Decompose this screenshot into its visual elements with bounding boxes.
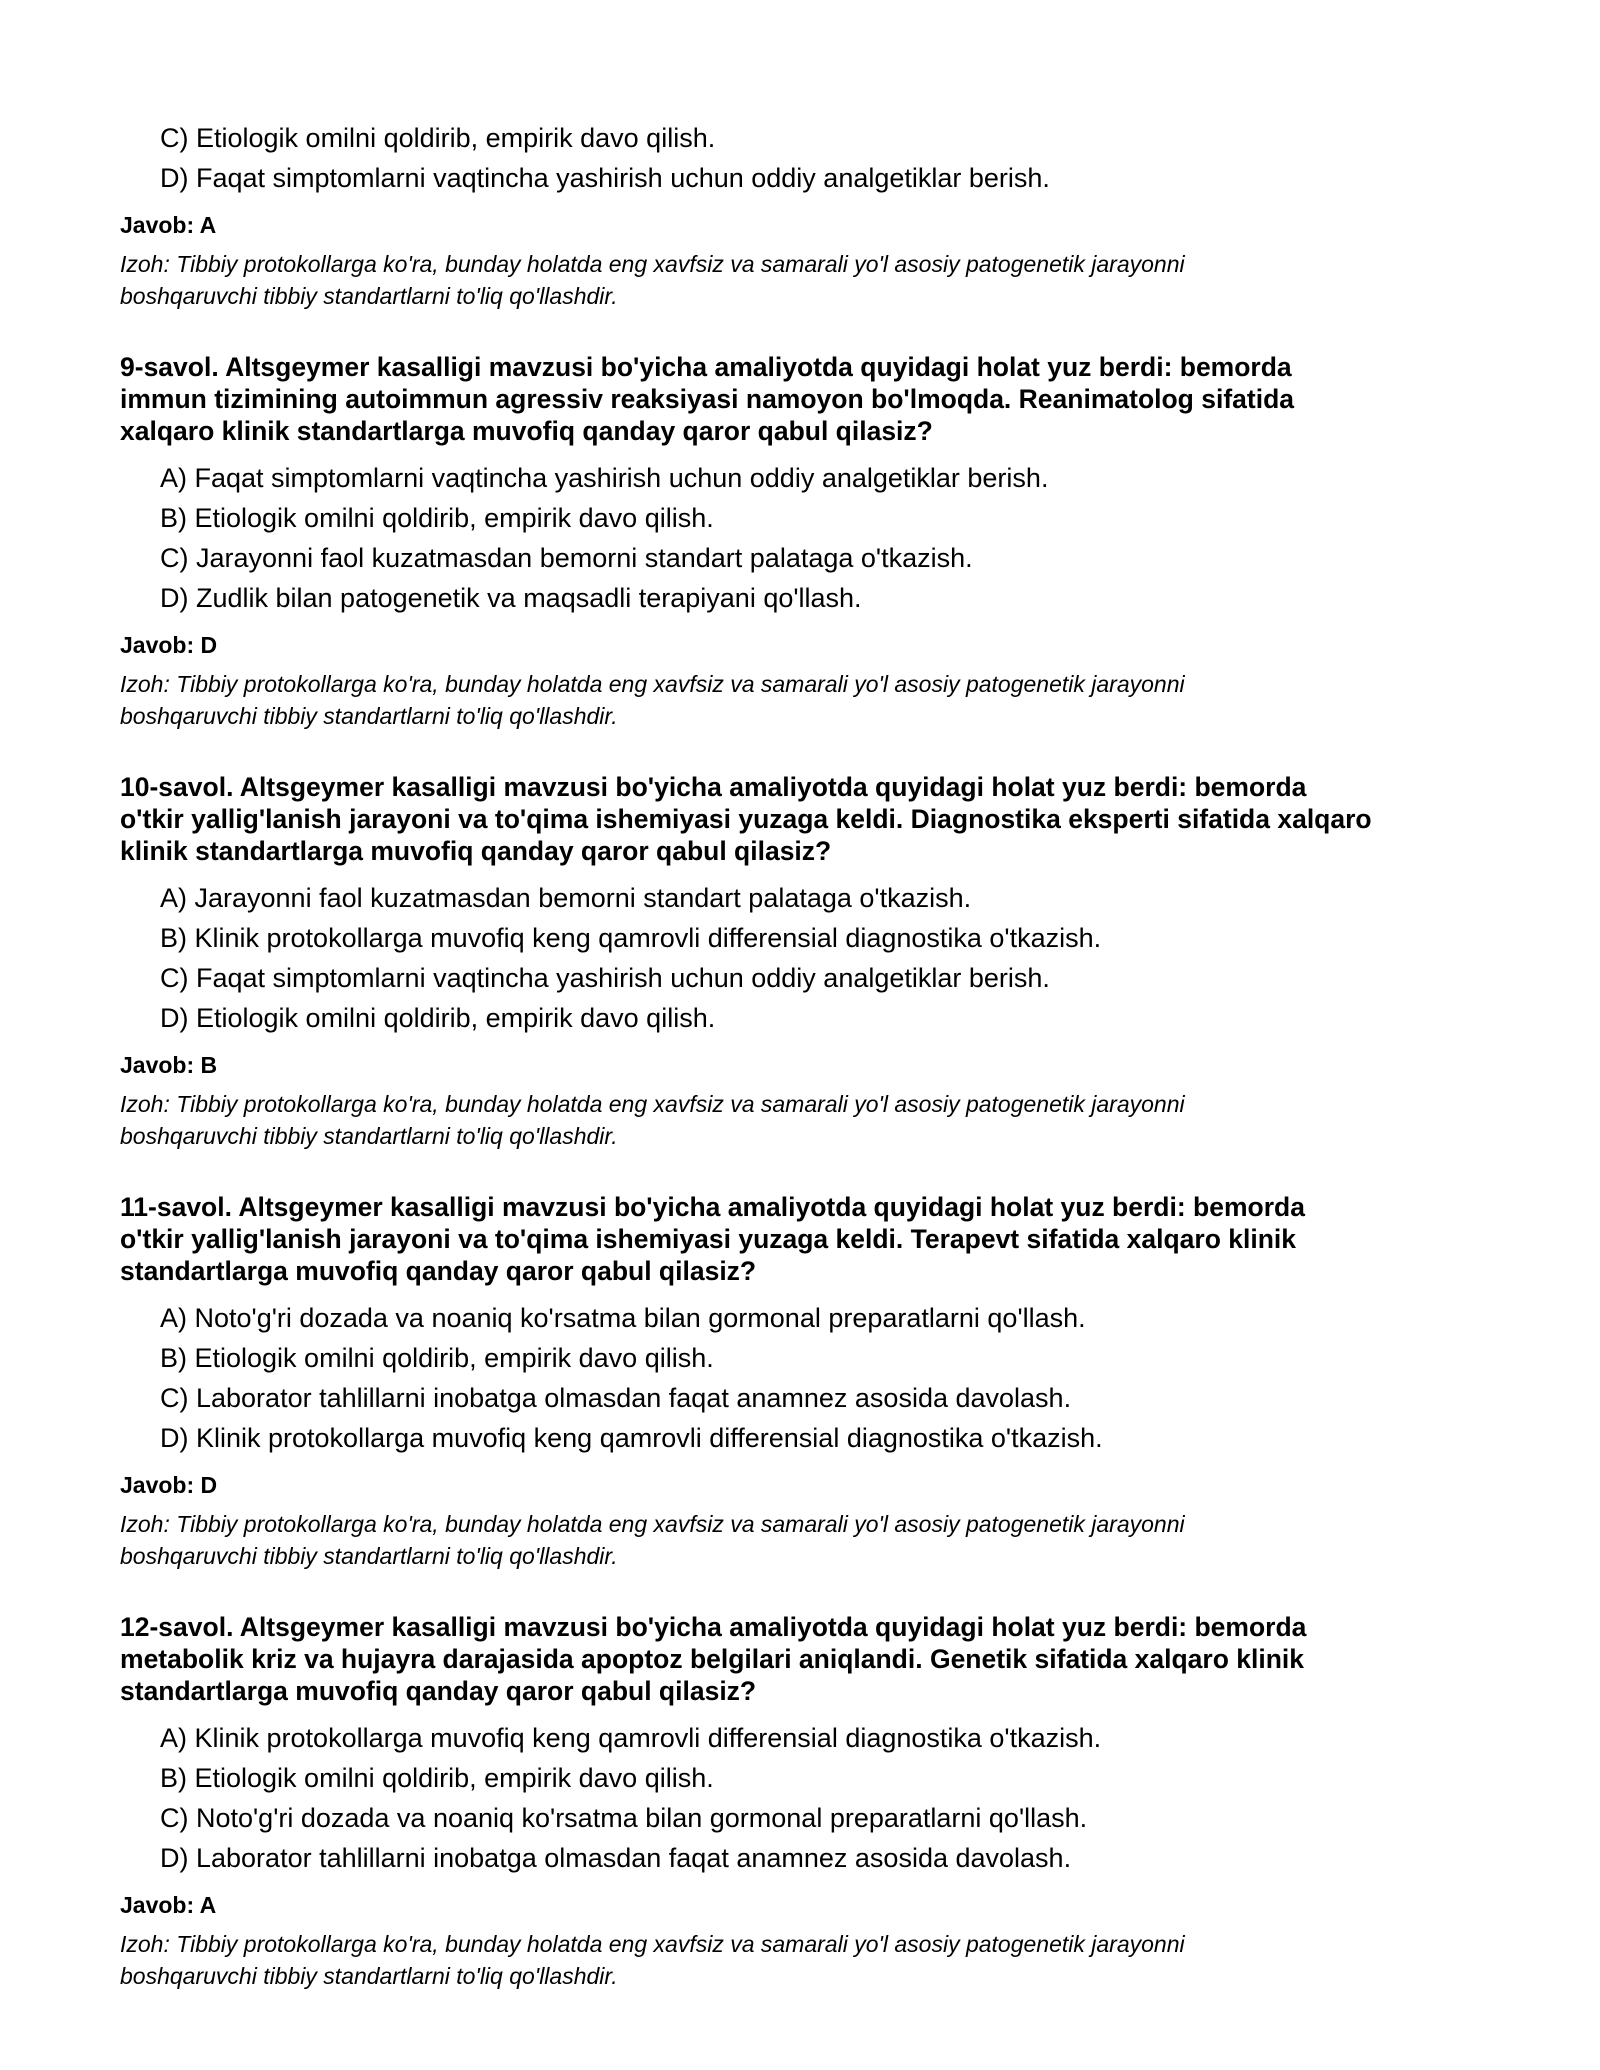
- answer-option: A) Faqat simptomlarni vaqtincha yashirish uchun oddiy analgetiklar berish.: [160, 463, 1049, 493]
- explanation-line: Izoh: Tibbiy protokollarga ko'ra, bunday holatda eng xavfsiz va samarali yo'l asosiy patogenetik jarayonni: [120, 1931, 1185, 1957]
- answer-option: C) Etiologik omilni qoldirib, empirik davo qilish.: [160, 123, 716, 153]
- explanation-line: Izoh: Tibbiy protokollarga ko'ra, bunday holatda eng xavfsiz va samarali yo'l asosiy patogenetik jarayonni: [120, 1091, 1185, 1117]
- answer-option: D) Faqat simptomlarni vaqtincha yashirish uchun oddiy analgetiklar berish.: [160, 163, 1050, 193]
- question-text: [120, 351, 1490, 447]
- correct-answer: Javob: A: [120, 1892, 217, 1918]
- explanation-note: [120, 668, 1490, 732]
- answer-option: A) Jarayonni faol kuzatmasdan bemorni standart palataga o'tkazish.: [160, 883, 972, 913]
- answer-option: C) Noto'g'ri dozada va noaniq ko'rsatma bilan gormonal preparatlarni qo'llash.: [160, 1803, 1088, 1833]
- explanation-line: boshqaruvchi tibbiy standartlarni to'liq qo'llashdir.: [120, 1543, 618, 1569]
- correct-answer: Javob: A: [120, 212, 217, 238]
- answer-option: B) Etiologik omilni qoldirib, empirik davo qilish.: [160, 1343, 714, 1373]
- question-line: 11-savol. Altsgeymer kasalligi mavzusi bo'yicha amaliyotda quyidagi holat yuz berdi: bemorda: [120, 1192, 1305, 1222]
- question-line: standartlarga muvofiq qanday qaror qabul qilasiz?: [120, 1676, 757, 1706]
- answer-option: A) Klinik protokollarga muvofiq keng qamrovli differensial diagnostika o'tkazish.: [160, 1723, 1102, 1753]
- question-line: immun tizimining autoimmun agressiv reaksiyasi namoyon bo'lmoqda. Reanimatolog sifatida: [120, 384, 1295, 414]
- answer-option: B) Etiologik omilni qoldirib, empirik davo qilish.: [160, 503, 714, 533]
- previous-question-tail: [120, 118, 1490, 312]
- question-10: [120, 771, 1490, 1152]
- answer-option: D) Klinik protokollarga muvofiq keng qamrovli differensial diagnostika o'tkazish.: [160, 1423, 1103, 1453]
- question-line: o'tkir yallig'lanish jarayoni va to'qima ishemiyasi yuzaga keldi. Terapevt sifatida xalqaro klinik: [120, 1224, 1297, 1254]
- question-line: 10-savol. Altsgeymer kasalligi mavzusi bo'yicha amaliyotda quyidagi holat yuz berdi: bemorda: [120, 772, 1307, 802]
- explanation-line: Izoh: Tibbiy protokollarga ko'ra, bunday holatda eng xavfsiz va samarali yo'l asosiy patogenetik jarayonni: [120, 671, 1185, 697]
- question-line: metabolik kriz va hujayra darajasida apoptoz belgilari aniqlandi. Genetik sifatida xalqaro klinik: [120, 1644, 1305, 1674]
- document-page: [120, 118, 1490, 1992]
- answer-option: D) Laborator tahlillarni inobatga olmasdan faqat anamnez asosida davolash.: [160, 1843, 1072, 1873]
- question-text: [120, 1611, 1490, 1707]
- question-11: [120, 1191, 1490, 1572]
- question-line: o'tkir yallig'lanish jarayoni va to'qima ishemiyasi yuzaga keldi. Diagnostika eksperti sifatida xalqaro: [120, 804, 1372, 834]
- answer-option: A) Noto'g'ri dozada va noaniq ko'rsatma bilan gormonal preparatlarni qo'llash.: [160, 1303, 1086, 1333]
- explanation-line: Izoh: Tibbiy protokollarga ko'ra, bunday holatda eng xavfsiz va samarali yo'l asosiy patogenetik jarayonni: [120, 1511, 1185, 1537]
- explanation-line: boshqaruvchi tibbiy standartlarni to'liq qo'llashdir.: [120, 1123, 618, 1149]
- question-12: [120, 1611, 1490, 1992]
- question-9: [120, 351, 1490, 732]
- answer-option: B) Etiologik omilni qoldirib, empirik davo qilish.: [160, 1763, 714, 1793]
- answer-option: C) Faqat simptomlarni vaqtincha yashirish uchun oddiy analgetiklar berish.: [160, 963, 1050, 993]
- explanation-note: [120, 1088, 1490, 1152]
- correct-answer: Javob: D: [120, 632, 218, 658]
- explanation-line: boshqaruvchi tibbiy standartlarni to'liq qo'llashdir.: [120, 1963, 618, 1989]
- answer-option: D) Zudlik bilan patogenetik va maqsadli terapiyani qo'llash.: [160, 583, 862, 613]
- question-line: standartlarga muvofiq qanday qaror qabul qilasiz?: [120, 1256, 757, 1286]
- explanation-note: [120, 1928, 1490, 1992]
- answer-option: C) Jarayonni faol kuzatmasdan bemorni standart palataga o'tkazish.: [160, 543, 973, 573]
- explanation-note: [120, 1508, 1490, 1572]
- question-line: 9-savol. Altsgeymer kasalligi mavzusi bo'yicha amaliyotda quyidagi holat yuz berdi: bemorda: [120, 352, 1292, 382]
- explanation-line: boshqaruvchi tibbiy standartlarni to'liq qo'llashdir.: [120, 283, 618, 309]
- explanation-line: boshqaruvchi tibbiy standartlarni to'liq qo'llashdir.: [120, 703, 618, 729]
- correct-answer: Javob: D: [120, 1472, 218, 1498]
- explanation-note: [120, 248, 1490, 312]
- answer-option: B) Klinik protokollarga muvofiq keng qamrovli differensial diagnostika o'tkazish.: [160, 923, 1102, 953]
- answer-option: D) Etiologik omilni qoldirib, empirik davo qilish.: [160, 1003, 716, 1033]
- question-line: 12-savol. Altsgeymer kasalligi mavzusi bo'yicha amaliyotda quyidagi holat yuz berdi: bemorda: [120, 1612, 1307, 1642]
- explanation-line: Izoh: Tibbiy protokollarga ko'ra, bunday holatda eng xavfsiz va samarali yo'l asosiy patogenetik jarayonni: [120, 251, 1185, 277]
- question-text: [120, 1191, 1490, 1287]
- question-line: xalqaro klinik standartlarga muvofiq qanday qaror qabul qilasiz?: [120, 416, 933, 446]
- correct-answer: Javob: B: [120, 1052, 218, 1078]
- question-line: klinik standartlarga muvofiq qanday qaror qabul qilasiz?: [120, 836, 832, 866]
- question-text: [120, 771, 1490, 867]
- answer-option: C) Laborator tahlillarni inobatga olmasdan faqat anamnez asosida davolash.: [160, 1383, 1072, 1413]
